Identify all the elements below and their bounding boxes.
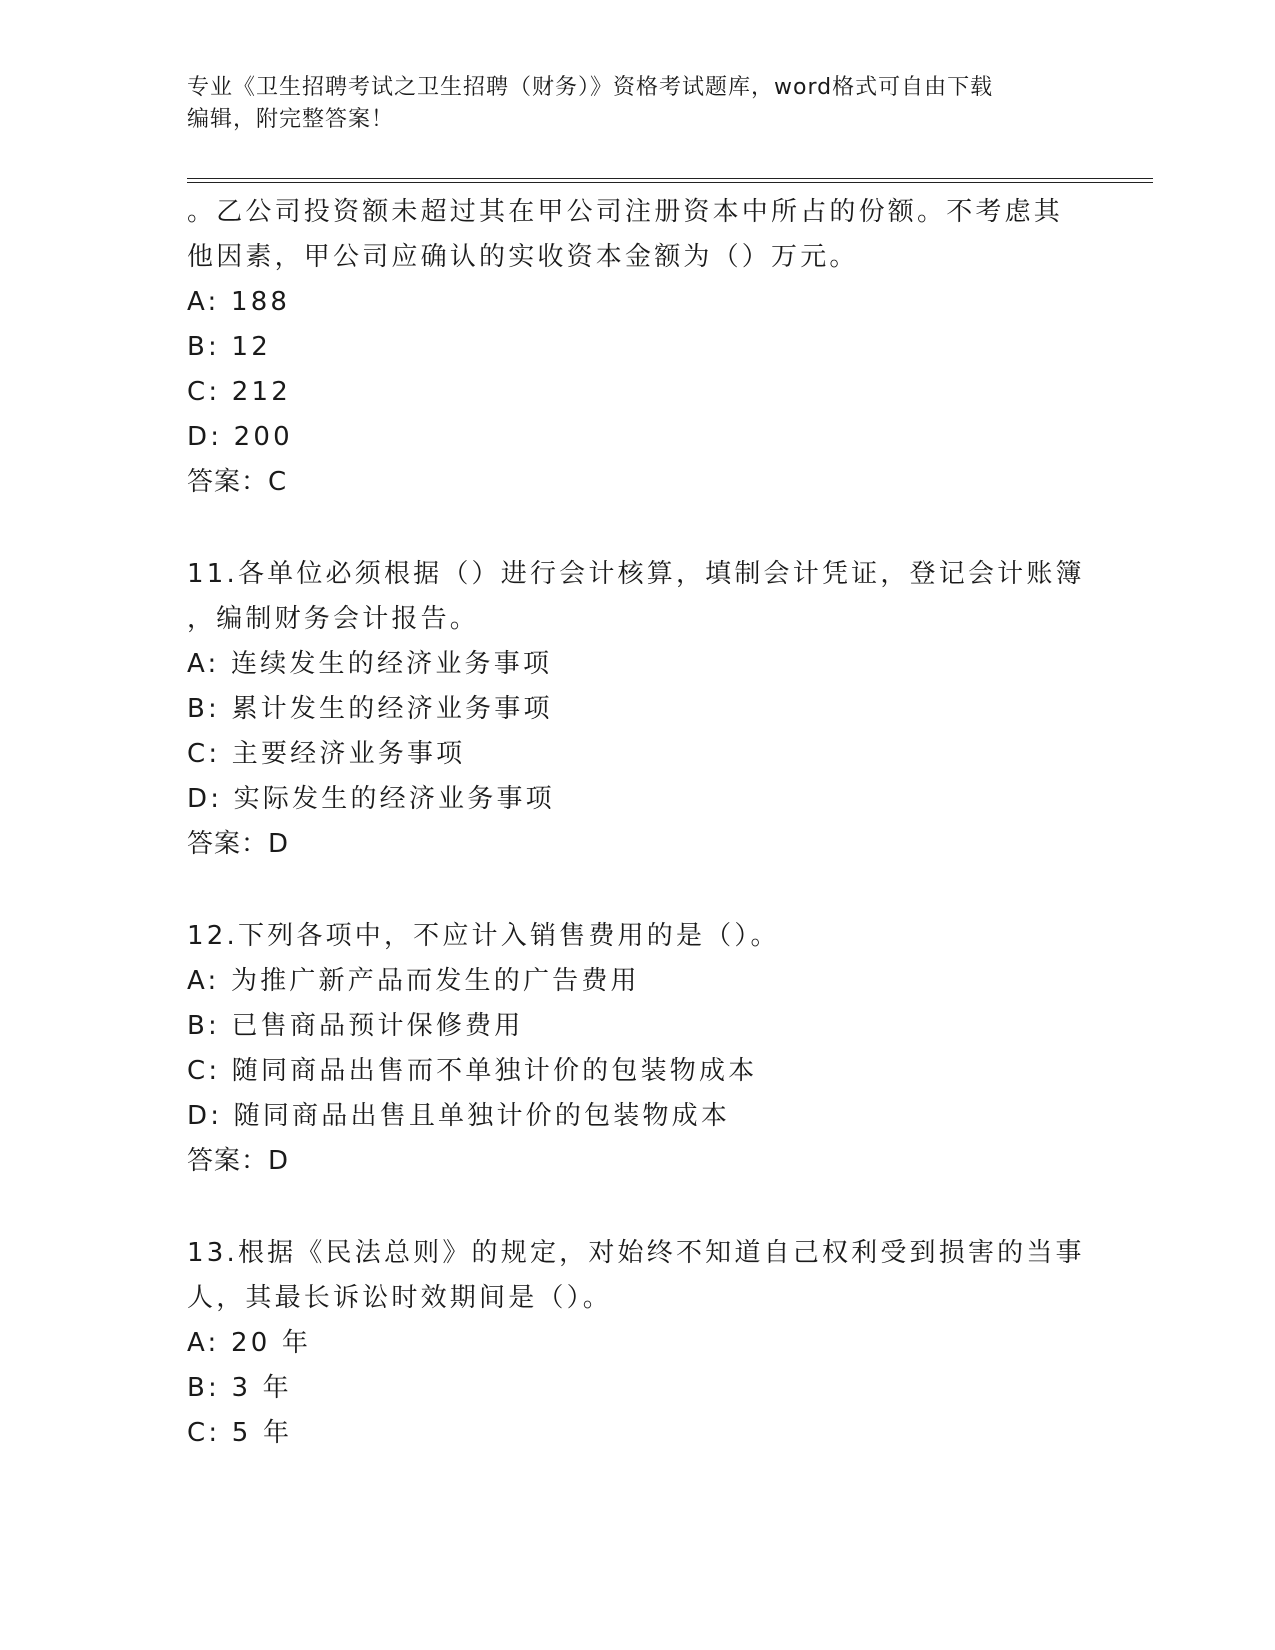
question-stem-line: 他因素，甲公司应确认的实收资本金额为（）万元。 (187, 242, 859, 272)
option-d: D: 实际发生的经济业务事项 (187, 784, 555, 814)
question-stem-line: 13.根据《民法总则》的规定，对始终不知道自己权利受到损害的当事 (187, 1238, 1085, 1268)
spacer (187, 867, 1087, 914)
question-list (187, 190, 1087, 1456)
option-a: A: 连续发生的经济业务事项 (187, 649, 553, 679)
option-c: C: 主要经济业务事项 (187, 739, 466, 769)
header-divider-top (187, 178, 1153, 179)
option-b: B: 累计发生的经济业务事项 (187, 694, 553, 724)
spacer (187, 1184, 1087, 1231)
spacer (187, 505, 1087, 552)
question-11 (187, 552, 1087, 867)
option-b: B: 3 年 (187, 1373, 292, 1403)
option-c: C: 随同商品出售而不单独计价的包装物成本 (187, 1056, 758, 1086)
question-stem-line: ，编制财务会计报告。 (187, 604, 480, 634)
header-line-2: 编辑，附完整答案！ (187, 107, 395, 132)
header-line-1: 专业《卫生招聘考试之卫生招聘（财务）》资格考试题库，word格式可自由下载 (187, 75, 994, 100)
question-stem-line: 11.各单位必须根据（）进行会计核算，填制会计凭证，登记会计账簿 (187, 559, 1085, 589)
question-stem-line: 。乙公司投资额未超过其在甲公司注册资本中所占的份额。不考虑其 (187, 197, 1064, 227)
question-stem-line: 人，其最长诉讼时效期间是（）。 (187, 1283, 613, 1313)
question-13 (187, 1231, 1087, 1456)
question-stem-line: 12.下列各项中，不应计入销售费用的是（）。 (187, 921, 780, 951)
option-c: C: 212 (187, 377, 292, 407)
option-a: A: 20 年 (187, 1328, 312, 1358)
option-a: A: 为推广新产品而发生的广告费用 (187, 966, 640, 996)
answer-label: 答案：D (187, 829, 290, 859)
question-10 (187, 190, 1087, 505)
option-d: D: 随同商品出售且单独计价的包装物成本 (187, 1101, 731, 1131)
page-header (187, 72, 1067, 136)
option-a: A: 188 (187, 287, 291, 317)
option-d: D: 200 (187, 422, 293, 452)
option-c: C: 5 年 (187, 1418, 293, 1448)
question-12 (187, 914, 1087, 1184)
answer-label: 答案：C (187, 467, 288, 497)
header-divider-bottom (187, 182, 1153, 183)
option-b: B: 12 (187, 332, 271, 362)
answer-label: 答案：D (187, 1146, 290, 1176)
option-b: B: 已售商品预计保修费用 (187, 1011, 524, 1041)
